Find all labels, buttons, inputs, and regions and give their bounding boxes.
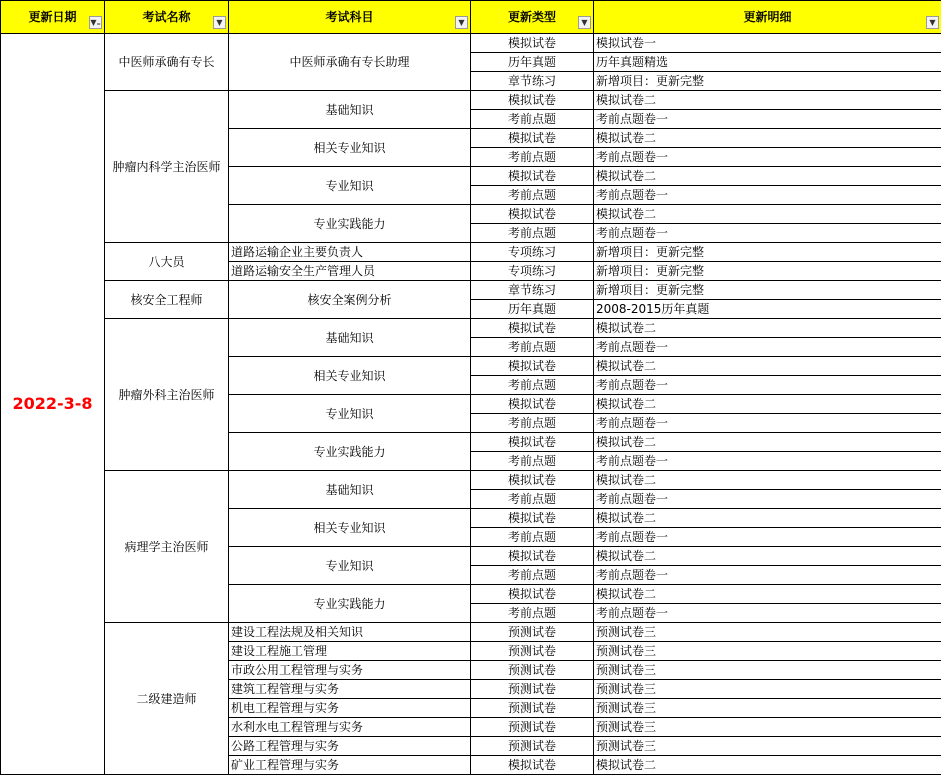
update-type-cell[interactable]: 模拟试卷: [471, 205, 594, 224]
update-type-cell[interactable]: 章节练习: [471, 281, 594, 300]
update-detail-cell[interactable]: 考前点题卷一: [594, 110, 941, 129]
update-type-cell[interactable]: 模拟试卷: [471, 395, 594, 414]
update-detail-cell[interactable]: 模拟试卷二: [594, 357, 941, 376]
subject-cell[interactable]: 机电工程管理与实务: [229, 699, 471, 718]
update-type-cell[interactable]: 历年真题: [471, 53, 594, 72]
update-type-cell[interactable]: 预测试卷: [471, 661, 594, 680]
table-row: [1, 281, 941, 300]
update-detail-cell[interactable]: 模拟试卷二: [594, 471, 941, 490]
subject-cell[interactable]: 相关专业知识: [229, 357, 471, 395]
update-detail-cell[interactable]: 考前点题卷一: [594, 148, 941, 167]
update-detail-cell[interactable]: 2008-2015历年真题: [594, 300, 941, 319]
exam-name-cell[interactable]: 八大员: [105, 243, 229, 281]
subject-cell[interactable]: 相关专业知识: [229, 509, 471, 547]
header-date-label: 更新日期: [28, 10, 77, 24]
update-detail-cell[interactable]: 考前点题卷一: [594, 604, 941, 623]
update-type-cell[interactable]: 预测试卷: [471, 680, 594, 699]
update-type-cell[interactable]: 历年真题: [471, 300, 594, 319]
update-detail-cell[interactable]: 模拟试卷二: [594, 547, 941, 566]
subject-cell[interactable]: 建设工程法规及相关知识: [229, 623, 471, 642]
subject-cell[interactable]: 基础知识: [229, 471, 471, 509]
subject-cell[interactable]: 建筑工程管理与实务: [229, 680, 471, 699]
table-row: [1, 319, 941, 338]
dropdown-arrow-icon[interactable]: ▼: [578, 16, 591, 29]
update-detail-cell[interactable]: 预测试卷三: [594, 718, 941, 737]
update-detail-cell[interactable]: 预测试卷三: [594, 680, 941, 699]
update-detail-cell[interactable]: 预测试卷三: [594, 737, 941, 756]
update-detail-cell[interactable]: 模拟试卷二: [594, 585, 941, 604]
header-type-label: 更新类型: [507, 10, 556, 24]
subject-cell[interactable]: 基础知识: [229, 91, 471, 129]
subject-cell[interactable]: 道路运输安全生产管理人员: [229, 262, 471, 281]
update-type-cell[interactable]: 考前点题: [471, 338, 594, 357]
subject-cell[interactable]: 矿业工程管理与实务: [229, 756, 471, 775]
update-detail-cell[interactable]: 模拟试卷二: [594, 167, 941, 186]
update-detail-cell[interactable]: 新增项目：更新完整: [594, 243, 941, 262]
exam-name-cell[interactable]: 病理学主治医师: [105, 471, 229, 623]
update-type-cell[interactable]: 模拟试卷: [471, 129, 594, 148]
dropdown-arrow-icon[interactable]: ▼: [926, 16, 939, 29]
header-subject-label: 考试科目: [325, 10, 374, 24]
update-type-cell[interactable]: 模拟试卷: [471, 319, 594, 338]
subject-cell[interactable]: 专业知识: [229, 167, 471, 205]
header-detail-label: 更新明细: [743, 10, 792, 24]
dropdown-arrow-icon[interactable]: ▼: [455, 16, 468, 29]
subject-cell[interactable]: 专业实践能力: [229, 585, 471, 623]
update-type-cell[interactable]: 预测试卷: [471, 623, 594, 642]
exam-name-cell[interactable]: 核安全工程师: [105, 281, 229, 319]
update-type-cell[interactable]: 模拟试卷: [471, 509, 594, 528]
subject-cell[interactable]: 中医师承确有专长助理: [229, 34, 471, 91]
update-detail-cell[interactable]: 考前点题卷一: [594, 376, 941, 395]
update-type-cell[interactable]: 预测试卷: [471, 699, 594, 718]
update-detail-cell[interactable]: 模拟试卷二: [594, 395, 941, 414]
update-type-cell[interactable]: 考前点题: [471, 566, 594, 585]
table-row: [1, 471, 941, 490]
update-type-cell[interactable]: 考前点题: [471, 490, 594, 509]
update-detail-cell[interactable]: 模拟试卷二: [594, 756, 941, 775]
header-exam-label: 考试名称: [142, 10, 191, 24]
header-exam: [105, 1, 229, 34]
update-detail-cell[interactable]: 考前点题卷一: [594, 566, 941, 585]
update-type-cell[interactable]: 预测试卷: [471, 737, 594, 756]
update-detail-cell[interactable]: 考前点题卷一: [594, 414, 941, 433]
update-type-cell[interactable]: 模拟试卷: [471, 547, 594, 566]
table-row: [1, 34, 941, 53]
update-detail-cell[interactable]: 预测试卷三: [594, 642, 941, 661]
update-date-cell[interactable]: 2022-3-8: [1, 34, 105, 775]
update-type-cell[interactable]: 专项练习: [471, 243, 594, 262]
update-type-cell[interactable]: 模拟试卷: [471, 167, 594, 186]
update-type-cell[interactable]: 模拟试卷: [471, 357, 594, 376]
update-type-cell[interactable]: 模拟试卷: [471, 34, 594, 53]
filter-active-icon[interactable]: ▼₌: [90, 18, 101, 27]
update-type-cell[interactable]: 考前点题: [471, 186, 594, 205]
update-detail-cell[interactable]: 新增项目：更新完整: [594, 72, 941, 91]
update-type-cell[interactable]: 模拟试卷: [471, 471, 594, 490]
update-type-cell[interactable]: 章节练习: [471, 72, 594, 91]
subject-cell[interactable]: 公路工程管理与实务: [229, 737, 471, 756]
update-detail-cell[interactable]: 模拟试卷二: [594, 509, 941, 528]
update-detail-cell[interactable]: 考前点题卷一: [594, 528, 941, 547]
update-type-cell[interactable]: 预测试卷: [471, 718, 594, 737]
update-type-cell[interactable]: 考前点题: [471, 224, 594, 243]
header-row: [1, 1, 941, 34]
header-type: [471, 1, 594, 34]
header-detail: [594, 1, 941, 34]
update-type-cell[interactable]: 模拟试卷: [471, 756, 594, 775]
subject-cell[interactable]: 相关专业知识: [229, 129, 471, 167]
subject-cell[interactable]: 水利水电工程管理与实务: [229, 718, 471, 737]
update-detail-cell[interactable]: 预测试卷三: [594, 623, 941, 642]
exam-name-cell[interactable]: 肿瘤内科学主治医师: [105, 91, 229, 243]
update-detail-cell[interactable]: 模拟试卷二: [594, 91, 941, 110]
update-type-cell[interactable]: 模拟试卷: [471, 91, 594, 110]
table-row: [1, 623, 941, 642]
subject-cell[interactable]: 专业实践能力: [229, 433, 471, 471]
table-row: [1, 91, 941, 110]
update-type-cell[interactable]: 考前点题: [471, 148, 594, 167]
subject-cell[interactable]: 专业知识: [229, 395, 471, 433]
update-detail-cell[interactable]: 模拟试卷二: [594, 129, 941, 148]
update-detail-cell[interactable]: 新增项目：更新完整: [594, 262, 941, 281]
update-type-cell[interactable]: 考前点题: [471, 528, 594, 547]
update-type-cell[interactable]: 预测试卷: [471, 642, 594, 661]
subject-cell[interactable]: 市政公用工程管理与实务: [229, 661, 471, 680]
exam-name-cell[interactable]: 肿瘤外科主治医师: [105, 319, 229, 471]
update-type-cell[interactable]: 考前点题: [471, 414, 594, 433]
dropdown-arrow-icon[interactable]: ▼: [213, 16, 226, 29]
update-type-cell[interactable]: 模拟试卷: [471, 585, 594, 604]
subject-cell[interactable]: 专业实践能力: [229, 205, 471, 243]
table-row: [1, 243, 941, 262]
update-type-cell[interactable]: 考前点题: [471, 376, 594, 395]
subject-cell[interactable]: 建设工程施工管理: [229, 642, 471, 661]
update-detail-cell[interactable]: 考前点题卷一: [594, 186, 941, 205]
update-detail-cell[interactable]: 考前点题卷一: [594, 338, 941, 357]
update-type-cell[interactable]: 考前点题: [471, 604, 594, 623]
exam-name-cell[interactable]: 二级建造师: [105, 623, 229, 775]
update-type-cell[interactable]: 考前点题: [471, 110, 594, 129]
update-detail-cell[interactable]: 考前点题卷一: [594, 452, 941, 471]
header-subject: [229, 1, 471, 34]
update-type-cell[interactable]: 专项练习: [471, 262, 594, 281]
update-detail-cell[interactable]: 模拟试卷二: [594, 433, 941, 452]
update-detail-cell[interactable]: 历年真题精选: [594, 53, 941, 72]
update-detail-cell[interactable]: 预测试卷三: [594, 661, 941, 680]
update-detail-cell[interactable]: 模拟试卷一: [594, 34, 941, 53]
subject-cell[interactable]: 核安全案例分析: [229, 281, 471, 319]
update-detail-cell[interactable]: 新增项目：更新完整: [594, 281, 941, 300]
update-type-cell[interactable]: 模拟试卷: [471, 433, 594, 452]
update-detail-cell[interactable]: 考前点题卷一: [594, 224, 941, 243]
update-detail-cell[interactable]: 预测试卷三: [594, 699, 941, 718]
exam-name-cell[interactable]: 中医师承确有专长: [105, 34, 229, 91]
update-detail-cell[interactable]: 模拟试卷二: [594, 205, 941, 224]
update-detail-cell[interactable]: 模拟试卷二: [594, 319, 941, 338]
update-detail-cell[interactable]: 考前点题卷一: [594, 490, 941, 509]
table-body: [1, 34, 941, 775]
subject-cell[interactable]: 道路运输企业主要负责人: [229, 243, 471, 262]
update-type-cell[interactable]: 考前点题: [471, 452, 594, 471]
header-date: [1, 1, 105, 34]
subject-cell[interactable]: 专业知识: [229, 547, 471, 585]
subject-cell[interactable]: 基础知识: [229, 319, 471, 357]
